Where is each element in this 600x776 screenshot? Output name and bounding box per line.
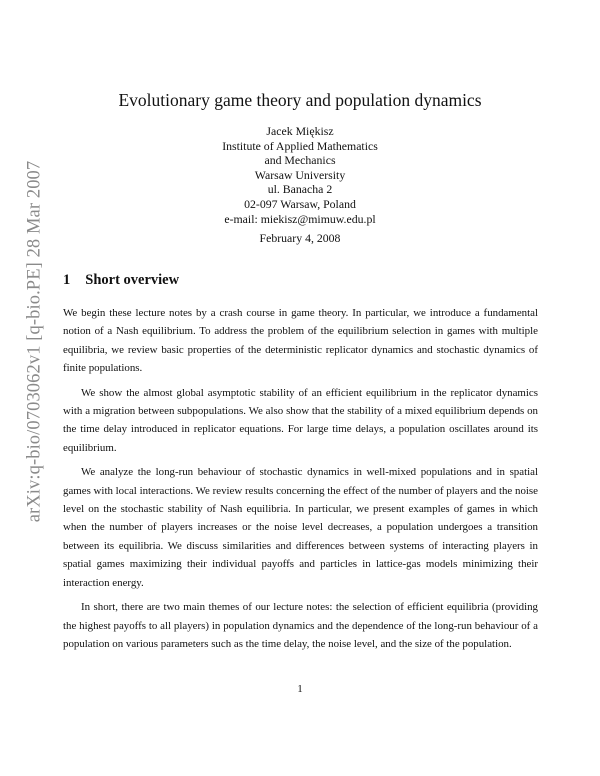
paper-title: Evolutionary game theory and population dynamics <box>118 90 482 110</box>
paragraph: In short, there are two main themes of our lecture notes: the selection of efficient equilibria (providing the highest payoffs to all players) in population dynamics and the dependence of the long-run behaviour of a population on various parameters such as the time delay, the noise level, and the size of the population. <box>63 601 538 650</box>
section-body <box>63 304 538 659</box>
paper-date: February 4, 2008 <box>259 231 341 245</box>
author-name: Jacek Miękisz <box>266 124 334 138</box>
affiliation-line: Warsaw University <box>254 167 346 182</box>
affiliation-line: ul. Banacha 2 <box>267 182 333 197</box>
page-number: 1 <box>297 683 303 695</box>
author-email: e-mail: miekisz@mimuw.edu.pl <box>224 211 376 226</box>
affiliation-line: and Mechanics <box>264 153 336 168</box>
arxiv-stamp-text: arXiv:q-bio/0703062v1 [q-bio.PE] 28 Mar 2007 <box>24 160 45 522</box>
paragraph: We analyze the long-run behaviour of stochastic dynamics in well-mixed populations and in spatial games with local interactions. We review results concerning the effect of the number of players and the noise level on the stochastic stability of Nash equilibria. In particular, we present examples of games in which when the number of players increases or the noise level decreases, a population undergoes a transition between its equilibria. We discuss similarities and differences between systems of interacting players in spatial games maximizing their individual payoffs and particles in lattice-gas models minimizing their interaction energy. <box>63 466 538 589</box>
section-title: Short overview <box>85 272 180 288</box>
section-heading <box>63 272 179 289</box>
affiliation-line: 02-097 Warsaw, Poland <box>244 196 356 211</box>
affiliation-line: Institute of Applied Mathematics <box>222 138 378 153</box>
author-block <box>0 124 600 226</box>
section-number: 1 <box>63 272 71 288</box>
paragraph: We show the almost global asymptotic stability of an efficient equilibrium in the replicator dynamics with a migration between subpopulations. We also show that the stability of a mixed equilibrium depends on the time delay introduced in replicator equations. For large time delays, a population oscillates around its equilibrium. <box>63 386 538 454</box>
paragraph: We begin these lecture notes by a crash course in game theory. In particular, we introduce a fundamental notion of a Nash equilibrium. To address the problem of the equilibrium selection in games with multiple equilibria, we review basic properties of the deterministic replicator dynamics and stochastic dynamics of finite populations. <box>63 307 538 375</box>
